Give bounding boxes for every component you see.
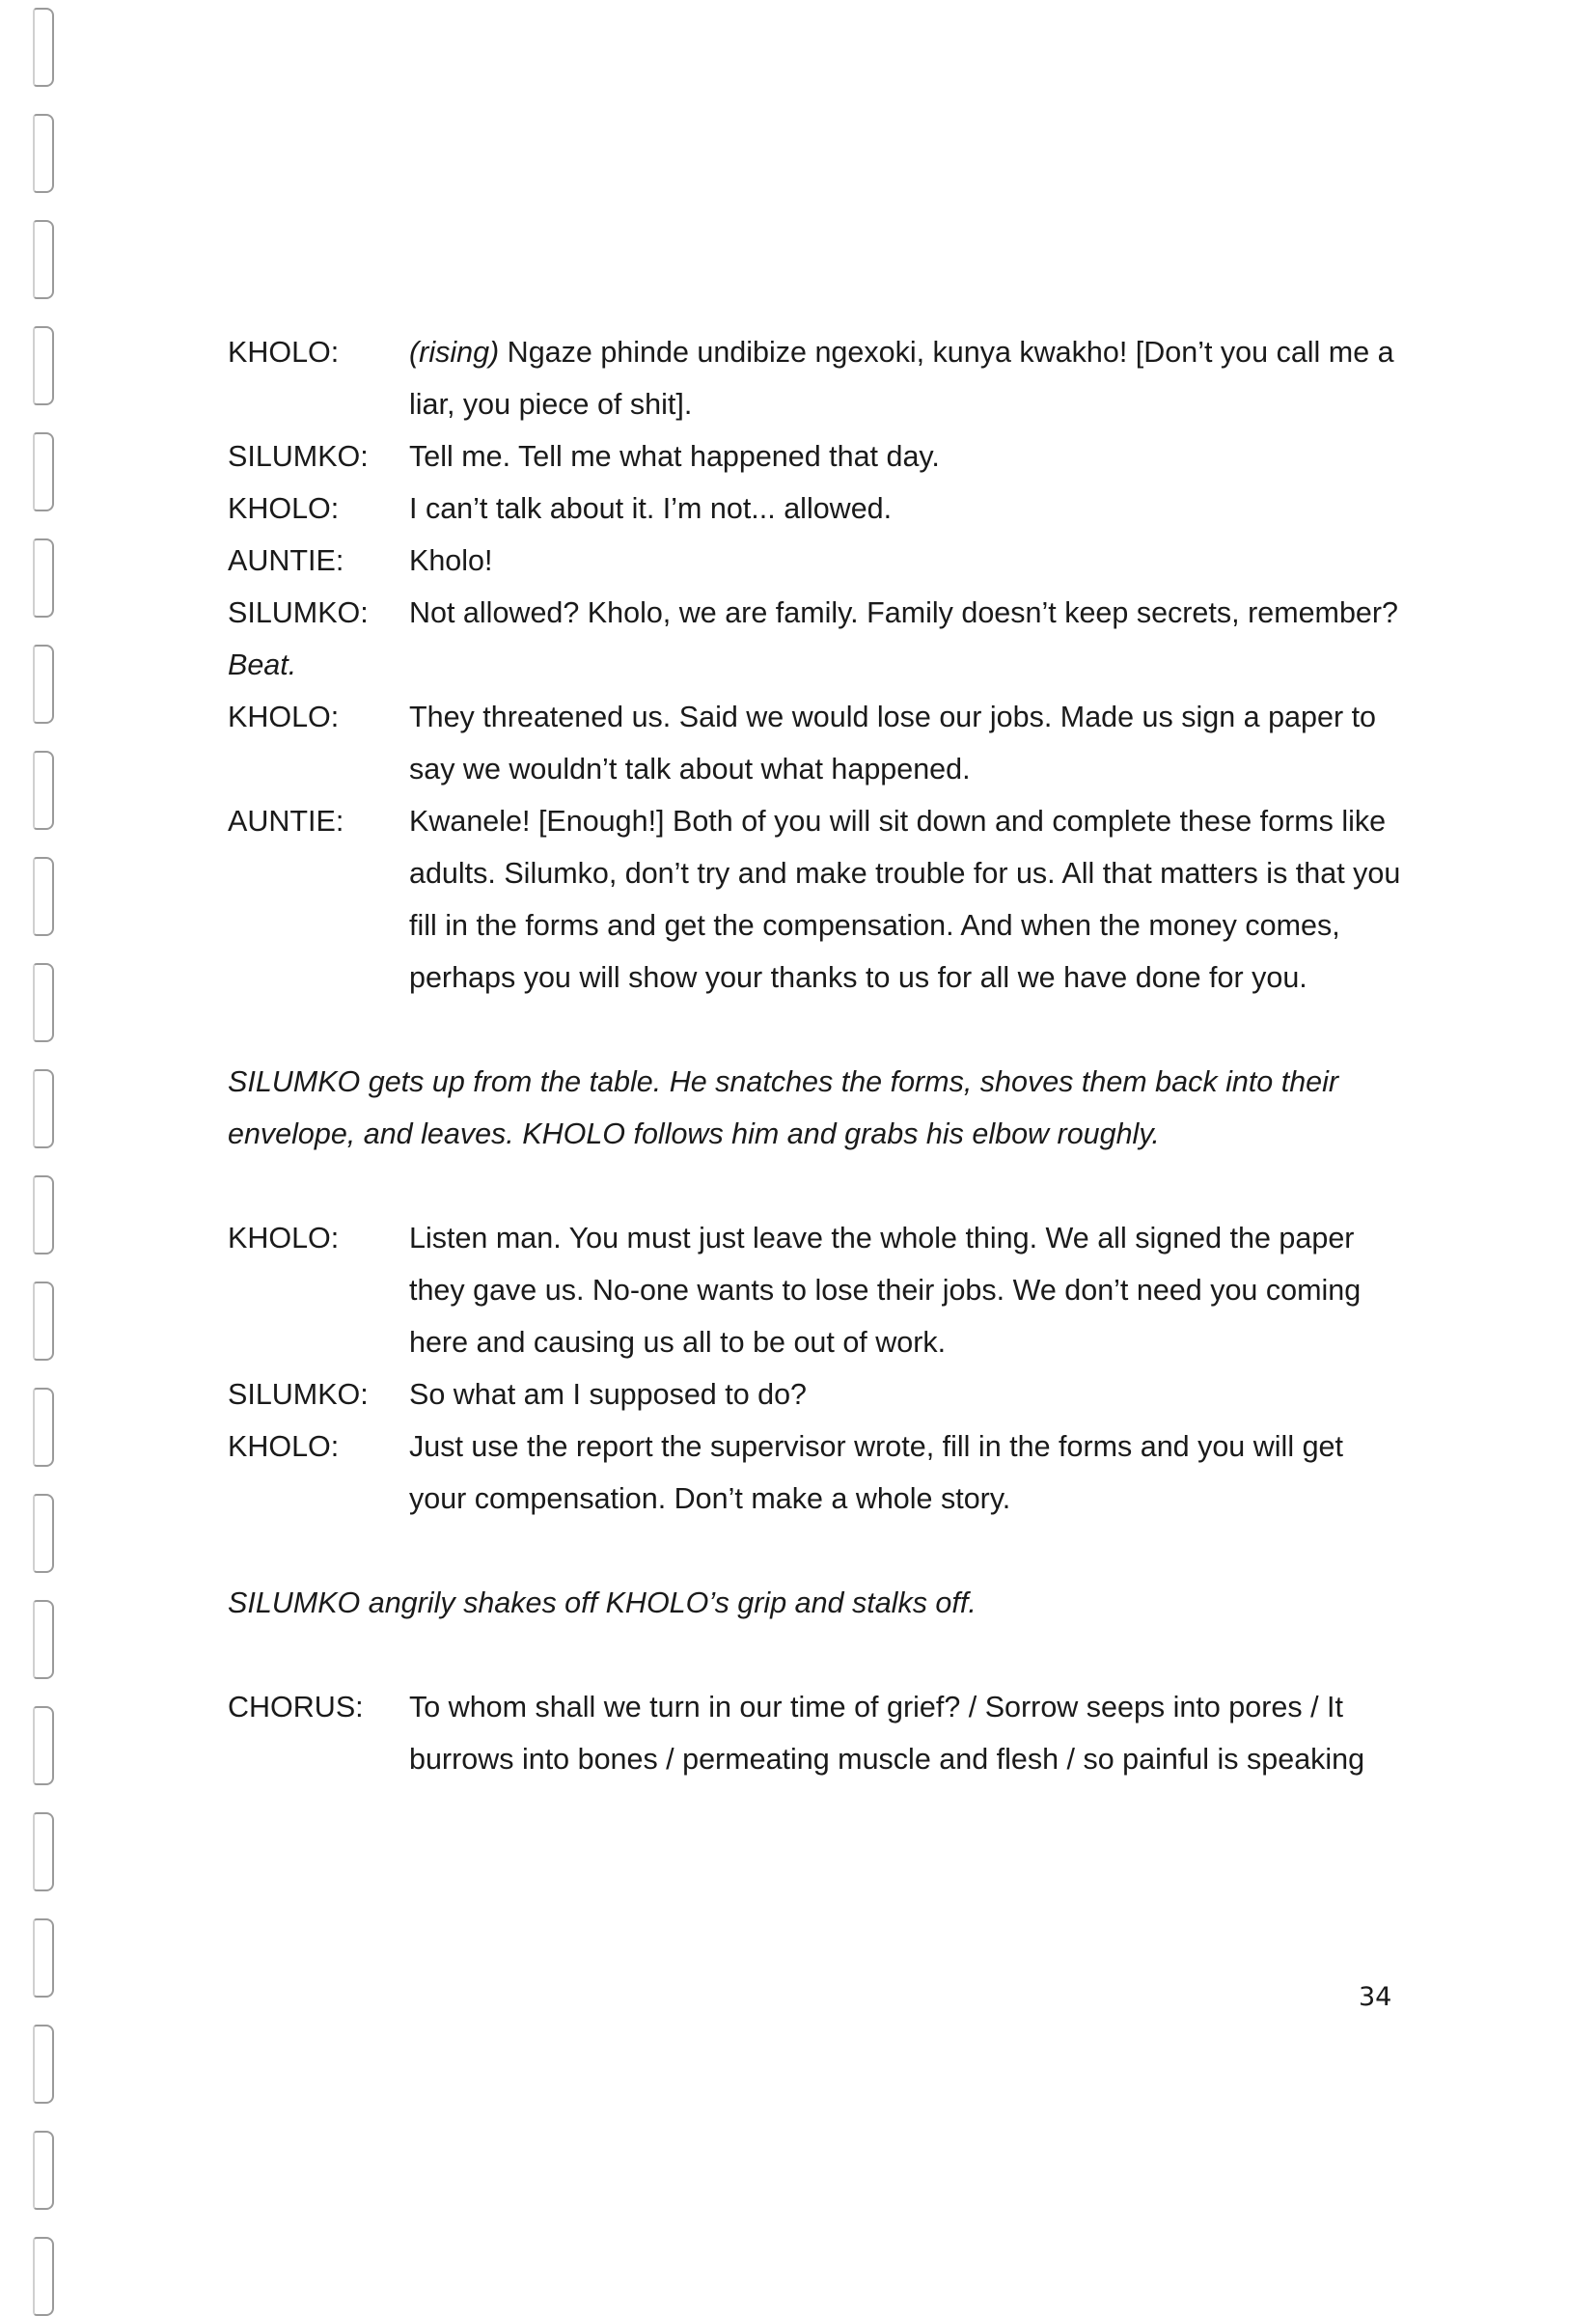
dialogue-text: So what am I supposed to do? [409,1378,808,1411]
beat-direction: Beat. [228,648,297,681]
binder-ring [33,220,54,299]
speaker-name: KHOLO: [228,336,340,369]
spacer [228,1004,1405,1056]
speaker-name: KHOLO: [228,492,340,525]
binder-ring [33,751,54,830]
binder-ring [33,326,54,405]
dialogue-text: Just use the report the supervisor wrote, fill in the forms and you will get your compensation. Don’t make a whole story. [409,1430,1352,1515]
binder-ring [33,2237,54,2316]
binder-ring [33,1175,54,1254]
dialogue-line [228,326,1405,430]
dialogue-line [228,482,1405,535]
dialogue-line [228,1368,1405,1420]
binder-ring [33,114,54,193]
dialogue-text: Kholo! [409,544,493,577]
spacer [228,1160,1405,1212]
binder-ring [33,1388,54,1467]
binder-ring-holes [0,0,77,2258]
script-page [228,326,1409,1785]
dialogue-text: To whom shall we turn in our time of grief? / Sorrow seeps into pores / It burrows into bones / permeating muscle and flesh / so painful is speaking [409,1691,1365,1776]
speaker-name: KHOLO: [228,701,340,733]
dialogue-line [228,430,1405,482]
stage-direction: (rising) [409,336,500,369]
dialogue-text: Listen man. You must just leave the whole thing. We all signed the paper they gave us. No-one wants to lose their jobs. We don’t need you coming here and causing us all to be out of work. [409,1222,1369,1359]
spacer [228,1629,1405,1681]
binder-ring [33,1918,54,1998]
dialogue-text: I can’t talk about it. I’m not... allowed. [409,492,893,525]
dialogue-text: Not allowed? Kholo, we are family. Family doesn’t keep secrets, remember? [409,596,1399,629]
binder-ring [33,857,54,936]
binder-ring [33,963,54,1042]
binder-ring [33,538,54,618]
dialogue-text: Kwanele! [Enough!] Both of you will sit down and complete these forms like adults. Silumko, don’t try and make trouble for us. All that matters is that you fill in the forms and get the compensation. And when the money comes, perhaps you will show your thanks to us for all we have done for you. [409,805,1409,994]
dialogue-line [228,795,1409,1004]
speaker-name: SILUMKO: [228,440,369,473]
binder-ring [33,2131,54,2210]
speaker-name: AUNTIE: [228,805,344,838]
page-number: 34 [1359,1982,1392,2012]
binder-ring [33,432,54,511]
speaker-name: SILUMKO: [228,1378,369,1411]
binder-ring [33,645,54,724]
spacer [228,1525,1405,1577]
dialogue-line [228,691,1405,795]
dialogue-line [228,1212,1405,1368]
dialogue-line [228,535,1405,587]
speaker-name: SILUMKO: [228,596,369,629]
binder-ring [33,1494,54,1573]
dialogue-line [228,587,1405,639]
speaker-name: AUNTIE: [228,544,344,577]
binder-ring [33,1600,54,1679]
dialogue-text: (rising) Ngaze phinde undibize ngexoki, kunya kwakho! [Don’t you call me a liar, you piece of shit]. [409,336,1403,421]
binder-ring [33,1282,54,1361]
binder-ring [33,1812,54,1891]
dialogue-text: Tell me. Tell me what happened that day. [409,440,940,473]
dialogue-line [228,1681,1405,1785]
binder-ring [33,1706,54,1785]
speaker-name: CHORUS: [228,1691,364,1723]
stage-direction: SILUMKO angrily shakes off KHOLO’s grip and stalks off. [228,1586,977,1619]
speaker-name: KHOLO: [228,1222,340,1254]
dialogue-text: They threatened us. Said we would lose our jobs. Made us sign a paper to say we wouldn’t talk about what happened. [409,701,1385,786]
stage-direction: SILUMKO gets up from the table. He snatches the forms, shoves them back into their envelope, and leaves. KHOLO follows him and grabs his elbow roughly. [228,1065,1339,1150]
binder-ring [33,1069,54,1148]
binder-ring [33,8,54,87]
dialogue-line [228,1420,1405,1525]
speaker-name: KHOLO: [228,1430,340,1463]
binder-ring [33,2025,54,2104]
